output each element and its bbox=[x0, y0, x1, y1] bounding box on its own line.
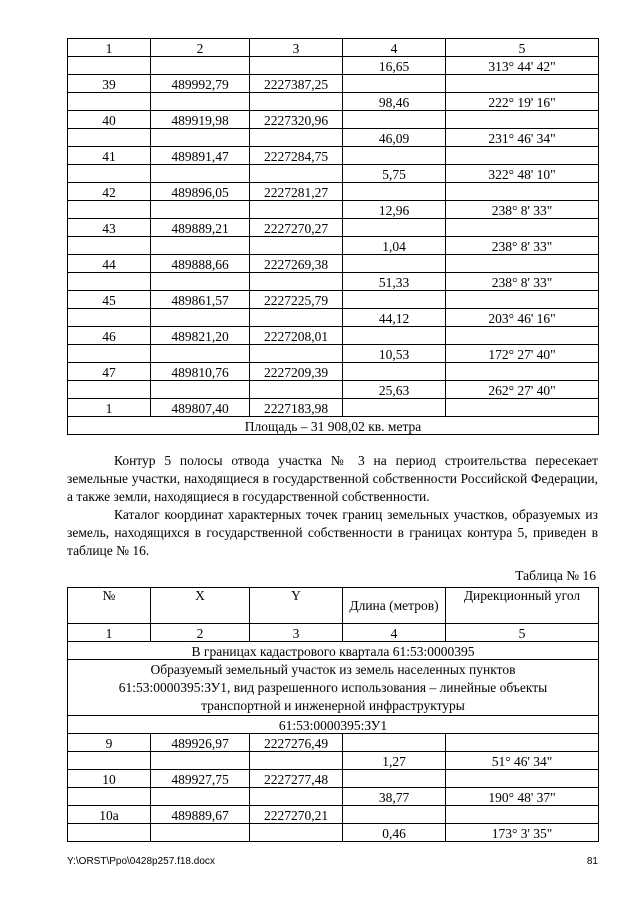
table-cell bbox=[343, 183, 446, 201]
table-cell: 2227269,38 bbox=[250, 255, 343, 273]
column-number-cell: 4 bbox=[343, 624, 446, 642]
table-cell bbox=[446, 363, 599, 381]
table-cell: 262° 27' 40" bbox=[446, 381, 599, 399]
table-cell: 46 bbox=[68, 327, 151, 345]
table-cell bbox=[68, 381, 151, 399]
table-row bbox=[68, 255, 599, 273]
table-row bbox=[68, 788, 599, 806]
table-cell: 489926,97 bbox=[151, 734, 250, 752]
table-cell: 172° 27' 40" bbox=[446, 345, 599, 363]
column-number-cell: 5 bbox=[446, 624, 599, 642]
table-cell: 40 bbox=[68, 111, 151, 129]
table-16-body bbox=[68, 588, 599, 842]
table-row bbox=[68, 309, 599, 327]
paragraph-catalog: Каталог координат характерных точек границ земельных участков, образуемых из земель, находящихся в государственной собственности в границах контура 5, приведен в таблице № 16. bbox=[67, 507, 598, 558]
table-row bbox=[68, 237, 599, 255]
table-cell bbox=[68, 788, 151, 806]
table-row bbox=[68, 734, 599, 752]
footer-file-path: Y:\ORST\Ppo\0428p257.f18.docx bbox=[67, 856, 215, 867]
table-cell bbox=[343, 111, 446, 129]
table-cell bbox=[343, 399, 446, 417]
table-cell bbox=[343, 770, 446, 788]
table-cell bbox=[343, 363, 446, 381]
table-cell: 16,65 bbox=[343, 57, 446, 75]
table-cell bbox=[250, 309, 343, 327]
table-cell bbox=[151, 165, 250, 183]
header-cell: X bbox=[151, 588, 250, 624]
table-cell: 203° 46' 16" bbox=[446, 309, 599, 327]
table-row bbox=[68, 345, 599, 363]
parcel-id-cell: 61:53:0000395:ЗУ1 bbox=[68, 716, 599, 734]
table-cell bbox=[68, 165, 151, 183]
table-cell bbox=[446, 219, 599, 237]
table-cell: 98,46 bbox=[343, 93, 446, 111]
table-cell bbox=[446, 806, 599, 824]
table-cell bbox=[343, 327, 446, 345]
table-cell bbox=[68, 752, 151, 770]
table-cell: 2227208,01 bbox=[250, 327, 343, 345]
table-cell: 489919,98 bbox=[151, 111, 250, 129]
table-cell: 489891,47 bbox=[151, 147, 250, 165]
column-number-cell: 2 bbox=[151, 624, 250, 642]
table-cell bbox=[68, 345, 151, 363]
table-cell: 190° 48' 37" bbox=[446, 788, 599, 806]
table-cell: 45 bbox=[68, 291, 151, 309]
table-cell bbox=[250, 345, 343, 363]
table-cell: 9 bbox=[68, 734, 151, 752]
table-cell: 222° 19' 16" bbox=[446, 93, 599, 111]
column-number-row bbox=[68, 624, 599, 642]
table-cell bbox=[446, 75, 599, 93]
table-cell: 238° 8' 33" bbox=[446, 237, 599, 255]
table-cell: 173° 3' 35" bbox=[446, 824, 599, 842]
table-cell bbox=[151, 345, 250, 363]
coordinates-table-continued bbox=[67, 38, 599, 435]
table-cell bbox=[343, 147, 446, 165]
table-cell: 2227387,25 bbox=[250, 75, 343, 93]
table-cell: 2227209,39 bbox=[250, 363, 343, 381]
header-cell: № bbox=[68, 588, 151, 624]
table-row bbox=[68, 327, 599, 345]
table-row bbox=[68, 57, 599, 75]
table-cell bbox=[151, 824, 250, 842]
table-cell bbox=[151, 752, 250, 770]
cadastral-quarter-cell: В границах кадастрового квартала 61:53:0000395 bbox=[68, 642, 599, 660]
table-cell: 44,12 bbox=[343, 309, 446, 327]
table-cell: 313° 44' 42" bbox=[446, 57, 599, 75]
table-row bbox=[68, 165, 599, 183]
table-cell: 51,33 bbox=[343, 273, 446, 291]
table-row bbox=[68, 273, 599, 291]
table-cell: 2 bbox=[151, 39, 250, 57]
parcel-description-row bbox=[68, 660, 599, 716]
area-row bbox=[68, 417, 599, 435]
table-row bbox=[68, 363, 599, 381]
table-cell: 2227320,96 bbox=[250, 111, 343, 129]
table-cell: 2227270,27 bbox=[250, 219, 343, 237]
table-cell: 38,77 bbox=[343, 788, 446, 806]
table-cell bbox=[68, 201, 151, 219]
parcel-id-row bbox=[68, 716, 599, 734]
table-row bbox=[68, 291, 599, 309]
table-cell bbox=[250, 788, 343, 806]
table-cell: 43 bbox=[68, 219, 151, 237]
table-cell bbox=[68, 93, 151, 111]
table-row bbox=[68, 219, 599, 237]
column-number-cell: 1 bbox=[68, 624, 151, 642]
table-cell bbox=[446, 291, 599, 309]
table-cell bbox=[151, 93, 250, 111]
table-cell bbox=[343, 75, 446, 93]
table-cell bbox=[250, 237, 343, 255]
table-cell: 1 bbox=[68, 399, 151, 417]
table-row bbox=[68, 752, 599, 770]
table-cell: 238° 8' 33" bbox=[446, 273, 599, 291]
table-cell: 2227284,75 bbox=[250, 147, 343, 165]
header-cell: Y bbox=[250, 588, 343, 624]
table-cell bbox=[151, 237, 250, 255]
table-cell bbox=[151, 788, 250, 806]
table-cell: 489927,75 bbox=[151, 770, 250, 788]
table-cell bbox=[250, 752, 343, 770]
table-row bbox=[68, 93, 599, 111]
table-cell: 2227225,79 bbox=[250, 291, 343, 309]
table-cell: 2227270,21 bbox=[250, 806, 343, 824]
table-cell bbox=[446, 770, 599, 788]
table-cell bbox=[446, 255, 599, 273]
table-cell bbox=[446, 399, 599, 417]
table-cell bbox=[446, 111, 599, 129]
table-cell: 2227276,49 bbox=[250, 734, 343, 752]
table-row bbox=[68, 75, 599, 93]
table-cell bbox=[250, 381, 343, 399]
table-row bbox=[68, 147, 599, 165]
table-cell bbox=[68, 824, 151, 842]
table-row bbox=[68, 824, 599, 842]
table-cell bbox=[343, 219, 446, 237]
table-cell bbox=[151, 129, 250, 147]
table-cell bbox=[151, 309, 250, 327]
table-cell bbox=[68, 237, 151, 255]
table-row bbox=[68, 770, 599, 788]
table-row bbox=[68, 806, 599, 824]
table-cell: 489896,05 bbox=[151, 183, 250, 201]
table-cell bbox=[446, 327, 599, 345]
table-cell: 489810,76 bbox=[151, 363, 250, 381]
table-cell: 10a bbox=[68, 806, 151, 824]
table-cell bbox=[446, 183, 599, 201]
table-cell bbox=[250, 129, 343, 147]
table-cell: 489807,40 bbox=[151, 399, 250, 417]
table-cell: 0,46 bbox=[343, 824, 446, 842]
table-cell: 47 bbox=[68, 363, 151, 381]
table-cell: 2227281,27 bbox=[250, 183, 343, 201]
column-number-cell: 3 bbox=[250, 624, 343, 642]
table-cell bbox=[250, 57, 343, 75]
table-cell bbox=[68, 57, 151, 75]
table-cell bbox=[250, 93, 343, 111]
table-cell bbox=[250, 165, 343, 183]
table-cell: 25,63 bbox=[343, 381, 446, 399]
table-cell: 41 bbox=[68, 147, 151, 165]
table-cell: 1 bbox=[68, 39, 151, 57]
table-cell bbox=[151, 57, 250, 75]
paragraph-contour-5: Контур 5 полосы отвода участка № 3 на период строительства пересекает земельные участки, находящиеся в государственной собственности Российской Федерации, а также земли, находящиеся в государственной собственности. bbox=[67, 453, 598, 504]
table-16 bbox=[67, 587, 599, 842]
table-16-caption: Таблица № 16 bbox=[515, 568, 596, 583]
table-cell: 322° 48' 10" bbox=[446, 165, 599, 183]
table-cell: 42 bbox=[68, 183, 151, 201]
table-cell bbox=[250, 273, 343, 291]
table-cell: 44 bbox=[68, 255, 151, 273]
table-cell: 10,53 bbox=[343, 345, 446, 363]
table-row bbox=[68, 399, 599, 417]
table-cell: 489889,67 bbox=[151, 806, 250, 824]
table-cell bbox=[343, 734, 446, 752]
table-cell: 39 bbox=[68, 75, 151, 93]
table-cell: 489889,21 bbox=[151, 219, 250, 237]
table-row bbox=[68, 129, 599, 147]
table-cell: 5 bbox=[446, 39, 599, 57]
table-cell bbox=[151, 381, 250, 399]
header-cell: Длина (метров) bbox=[343, 588, 446, 624]
table-cell bbox=[68, 129, 151, 147]
table-cell bbox=[343, 255, 446, 273]
table-cell bbox=[68, 273, 151, 291]
table-cell bbox=[250, 824, 343, 842]
table-row bbox=[68, 201, 599, 219]
table-cell bbox=[446, 734, 599, 752]
table-cell: 12,96 bbox=[343, 201, 446, 219]
table-row bbox=[68, 111, 599, 129]
table-cell: 2227277,48 bbox=[250, 770, 343, 788]
area-total: Площадь – 31 908,02 кв. метра bbox=[68, 417, 599, 435]
table-cell: 1,27 bbox=[343, 752, 446, 770]
table-cell bbox=[151, 201, 250, 219]
table-cell: 489888,66 bbox=[151, 255, 250, 273]
table-row bbox=[68, 183, 599, 201]
table-cell: 231° 46' 34" bbox=[446, 129, 599, 147]
table-cell: 3 bbox=[250, 39, 343, 57]
table-cell: 4 bbox=[343, 39, 446, 57]
table-cell: 1,04 bbox=[343, 237, 446, 255]
table-cell bbox=[68, 309, 151, 327]
footer-page-number: 81 bbox=[586, 856, 598, 867]
table-cell: 46,09 bbox=[343, 129, 446, 147]
table-cell: 238° 8' 33" bbox=[446, 201, 599, 219]
table-cell bbox=[446, 147, 599, 165]
table-cell bbox=[343, 806, 446, 824]
table-cell: 5,75 bbox=[343, 165, 446, 183]
table-cell: 10 bbox=[68, 770, 151, 788]
table-cell: 2227183,98 bbox=[250, 399, 343, 417]
table-cell: 489992,79 bbox=[151, 75, 250, 93]
table-cell bbox=[343, 291, 446, 309]
parcel-description-cell: Образуемый земельный участок из земель населенных пунктов 61:53:0000395:ЗУ1, вид разрешенного использования – линейные объекты транспортной и инженерной инфраструктуры bbox=[68, 660, 599, 716]
table-16-header-row bbox=[68, 588, 599, 624]
coordinates-table-body bbox=[68, 39, 599, 435]
table-row bbox=[68, 381, 599, 399]
table-cell: 489821,20 bbox=[151, 327, 250, 345]
table-cell: 489861,57 bbox=[151, 291, 250, 309]
header-cell: Дирекционный угол bbox=[446, 588, 599, 624]
table-cell: 51° 46' 34" bbox=[446, 752, 599, 770]
table-cell bbox=[250, 201, 343, 219]
quarter-row bbox=[68, 642, 599, 660]
column-number-row bbox=[68, 39, 599, 57]
table-cell bbox=[151, 273, 250, 291]
